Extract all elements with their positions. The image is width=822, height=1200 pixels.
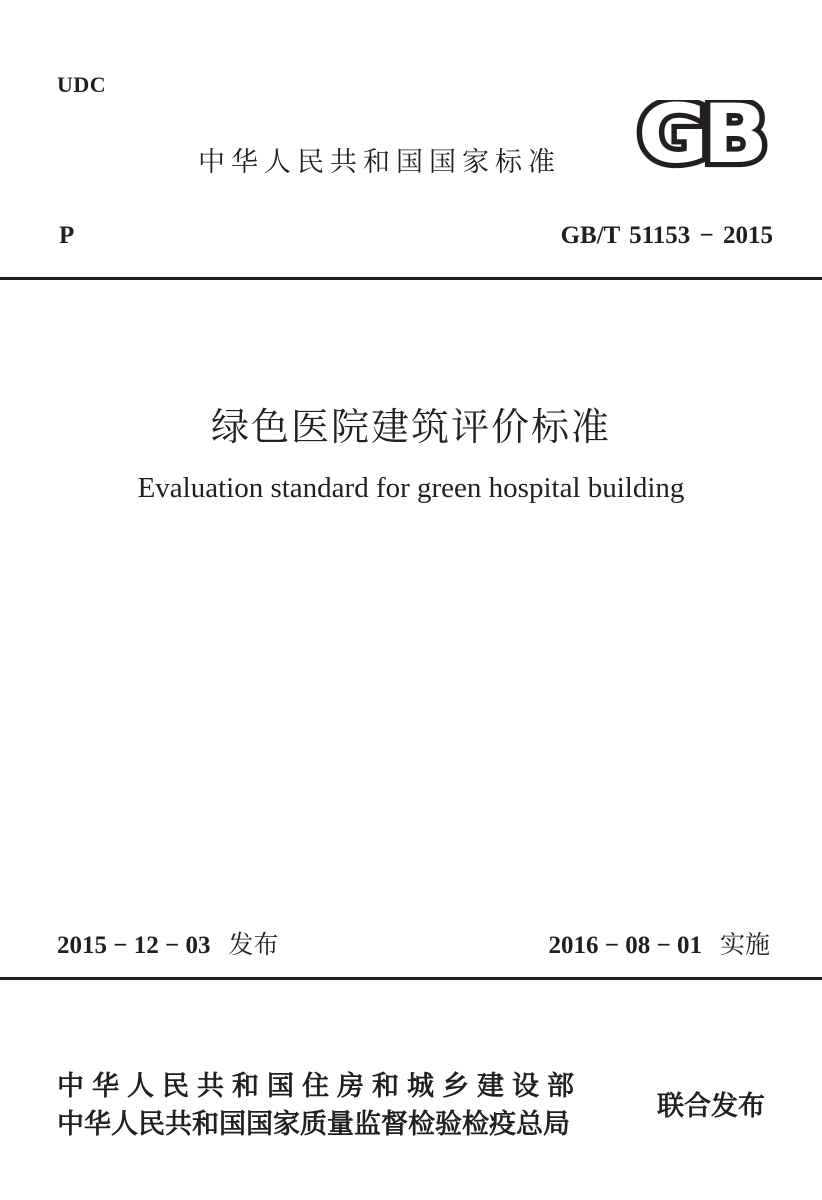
title-chinese: 绿色医院建筑评价标准 [210,405,611,449]
issue-date: 2015 − 12 − 03 [57,932,211,959]
effective-date: 2016 − 08 − 01 [548,932,702,959]
publisher-line-2: 中华人民共和国国家质量监督检验检疫总局 [57,1109,570,1140]
gb-logo-text: GB [637,100,763,173]
udc-label: UDC [57,72,107,97]
standard-code: GB/T 51153 − 2015 [560,222,773,249]
issue-label: 发布 [228,930,279,959]
issue-date-block [57,925,279,961]
title-english: Evaluation standard for green hospital building [137,472,685,504]
effective-date-block [548,925,770,961]
gb-logo [628,100,773,173]
top-divider [0,277,822,280]
publisher-line-1: 中华人民共和国住房和城乡建设部 [57,1071,582,1102]
category-letter: P [59,222,75,249]
joint-issue-label: 联合发布 [657,1091,765,1122]
effective-label: 实施 [719,930,770,959]
standard-type-title: 中华人民共和国国家标准 [198,147,561,178]
bottom-divider [0,977,822,980]
